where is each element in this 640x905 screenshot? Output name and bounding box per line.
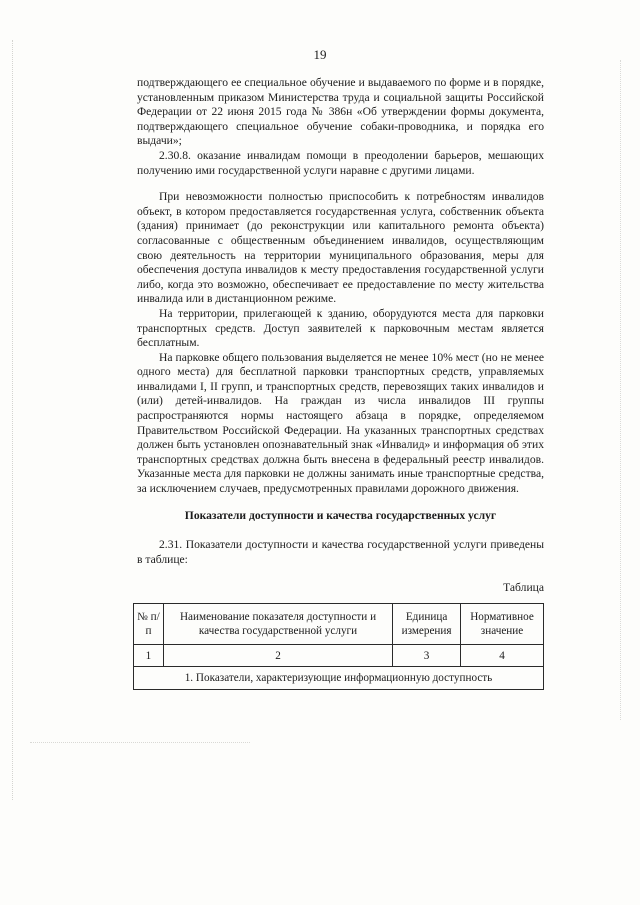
table-section-heading: 1. Показатели, характеризующие информационную доступность [134,667,544,690]
table-label: Таблица [503,581,544,594]
paragraph-2-30-8: 2.30.8. оказание инвалидам помощи в преодолении барьеров, мешающих получению ими государственной услуги наравне с другими лицами. [137,148,544,177]
table-section-row [134,667,544,690]
scan-artifact-left [12,40,15,800]
indicators-table [133,603,544,690]
header-normative-value: Нормативное значение [461,604,544,645]
scan-artifact-bottom [30,742,250,745]
table-cell: 4 [461,645,544,667]
header-indicator-name: Наименование показателя доступности и качества государственной услуги [163,604,392,645]
paragraph-2-31: 2.31. Показатели доступности и качества государственной услуги приведены в таблице: [137,538,544,566]
scan-artifact-right [620,60,623,720]
header-number: № п/п [134,604,164,645]
paragraph-continuation: подтверждающего ее специальное обучение и выдаваемого по форме и в порядке, установленным приказом Министерства труда и социальной защиты Российской Федерации от 22 июня 2015 года № 386н «Об утверждении формы документа, подтверждающего специальное обучение собаки-проводника, и порядка его выдачи»; [137,76,544,148]
section-title: Показатели доступности и качества государственных услуг [184,509,497,522]
table-cell: 2 [163,645,392,667]
table-column-number-row [134,645,544,667]
paragraph-parking-territory: На территории, прилегающей к зданию, оборудуются места для парковки транспортных средств. Доступ заявителей к парковочным местам является бесплатным. [137,306,544,350]
table-header-row [134,604,544,645]
page-number: 19 [313,47,327,62]
table-cell: 1 [134,645,164,667]
paragraph-parking-public: На парковке общего пользования выделяется не менее 10% мест (но не менее одного места) для бесплатной парковки транспортных средств, управляемых инвалидами I, II групп, и транспортных средств, перевозящих таких инвалидов и (или) детей-инвалидов. На граждан из числа инвалидов III группы распространяются нормы настоящего абзаца в порядке, определяемом Правительством Российской Федерации. На указанных транспортных средствах должен быть установлен опознавательный знак «Инвалид» и информация об этих транспортных средствах должна быть внесена в федеральный реестр инвалидов. Указанные места для парковки не должны занимать иные транспортные средства, за исключением случаев, предусмотренных правилами дорожного движения. [137,350,544,496]
paragraph-adaptation: При невозможности полностью приспособить к потребностям инвалидов объект, в котором предоставляется государственная услуга, собственник объекта (здания) принимает (до реконструкции или капитального ремонта объекта) согласованные с общественным объединением инвалидов, осуществляющим свою деятельность на территории муниципального образования, меры для обеспечения доступа инвалидов к месту предоставления государственной услуги либо, когда это возможно, обеспечивает ее предоставление по месту жительства инвалида или в дистанционном режиме. [137,190,544,306]
body-text [137,76,544,497]
header-unit: Единица измерения [393,604,461,645]
table-cell: 3 [393,645,461,667]
